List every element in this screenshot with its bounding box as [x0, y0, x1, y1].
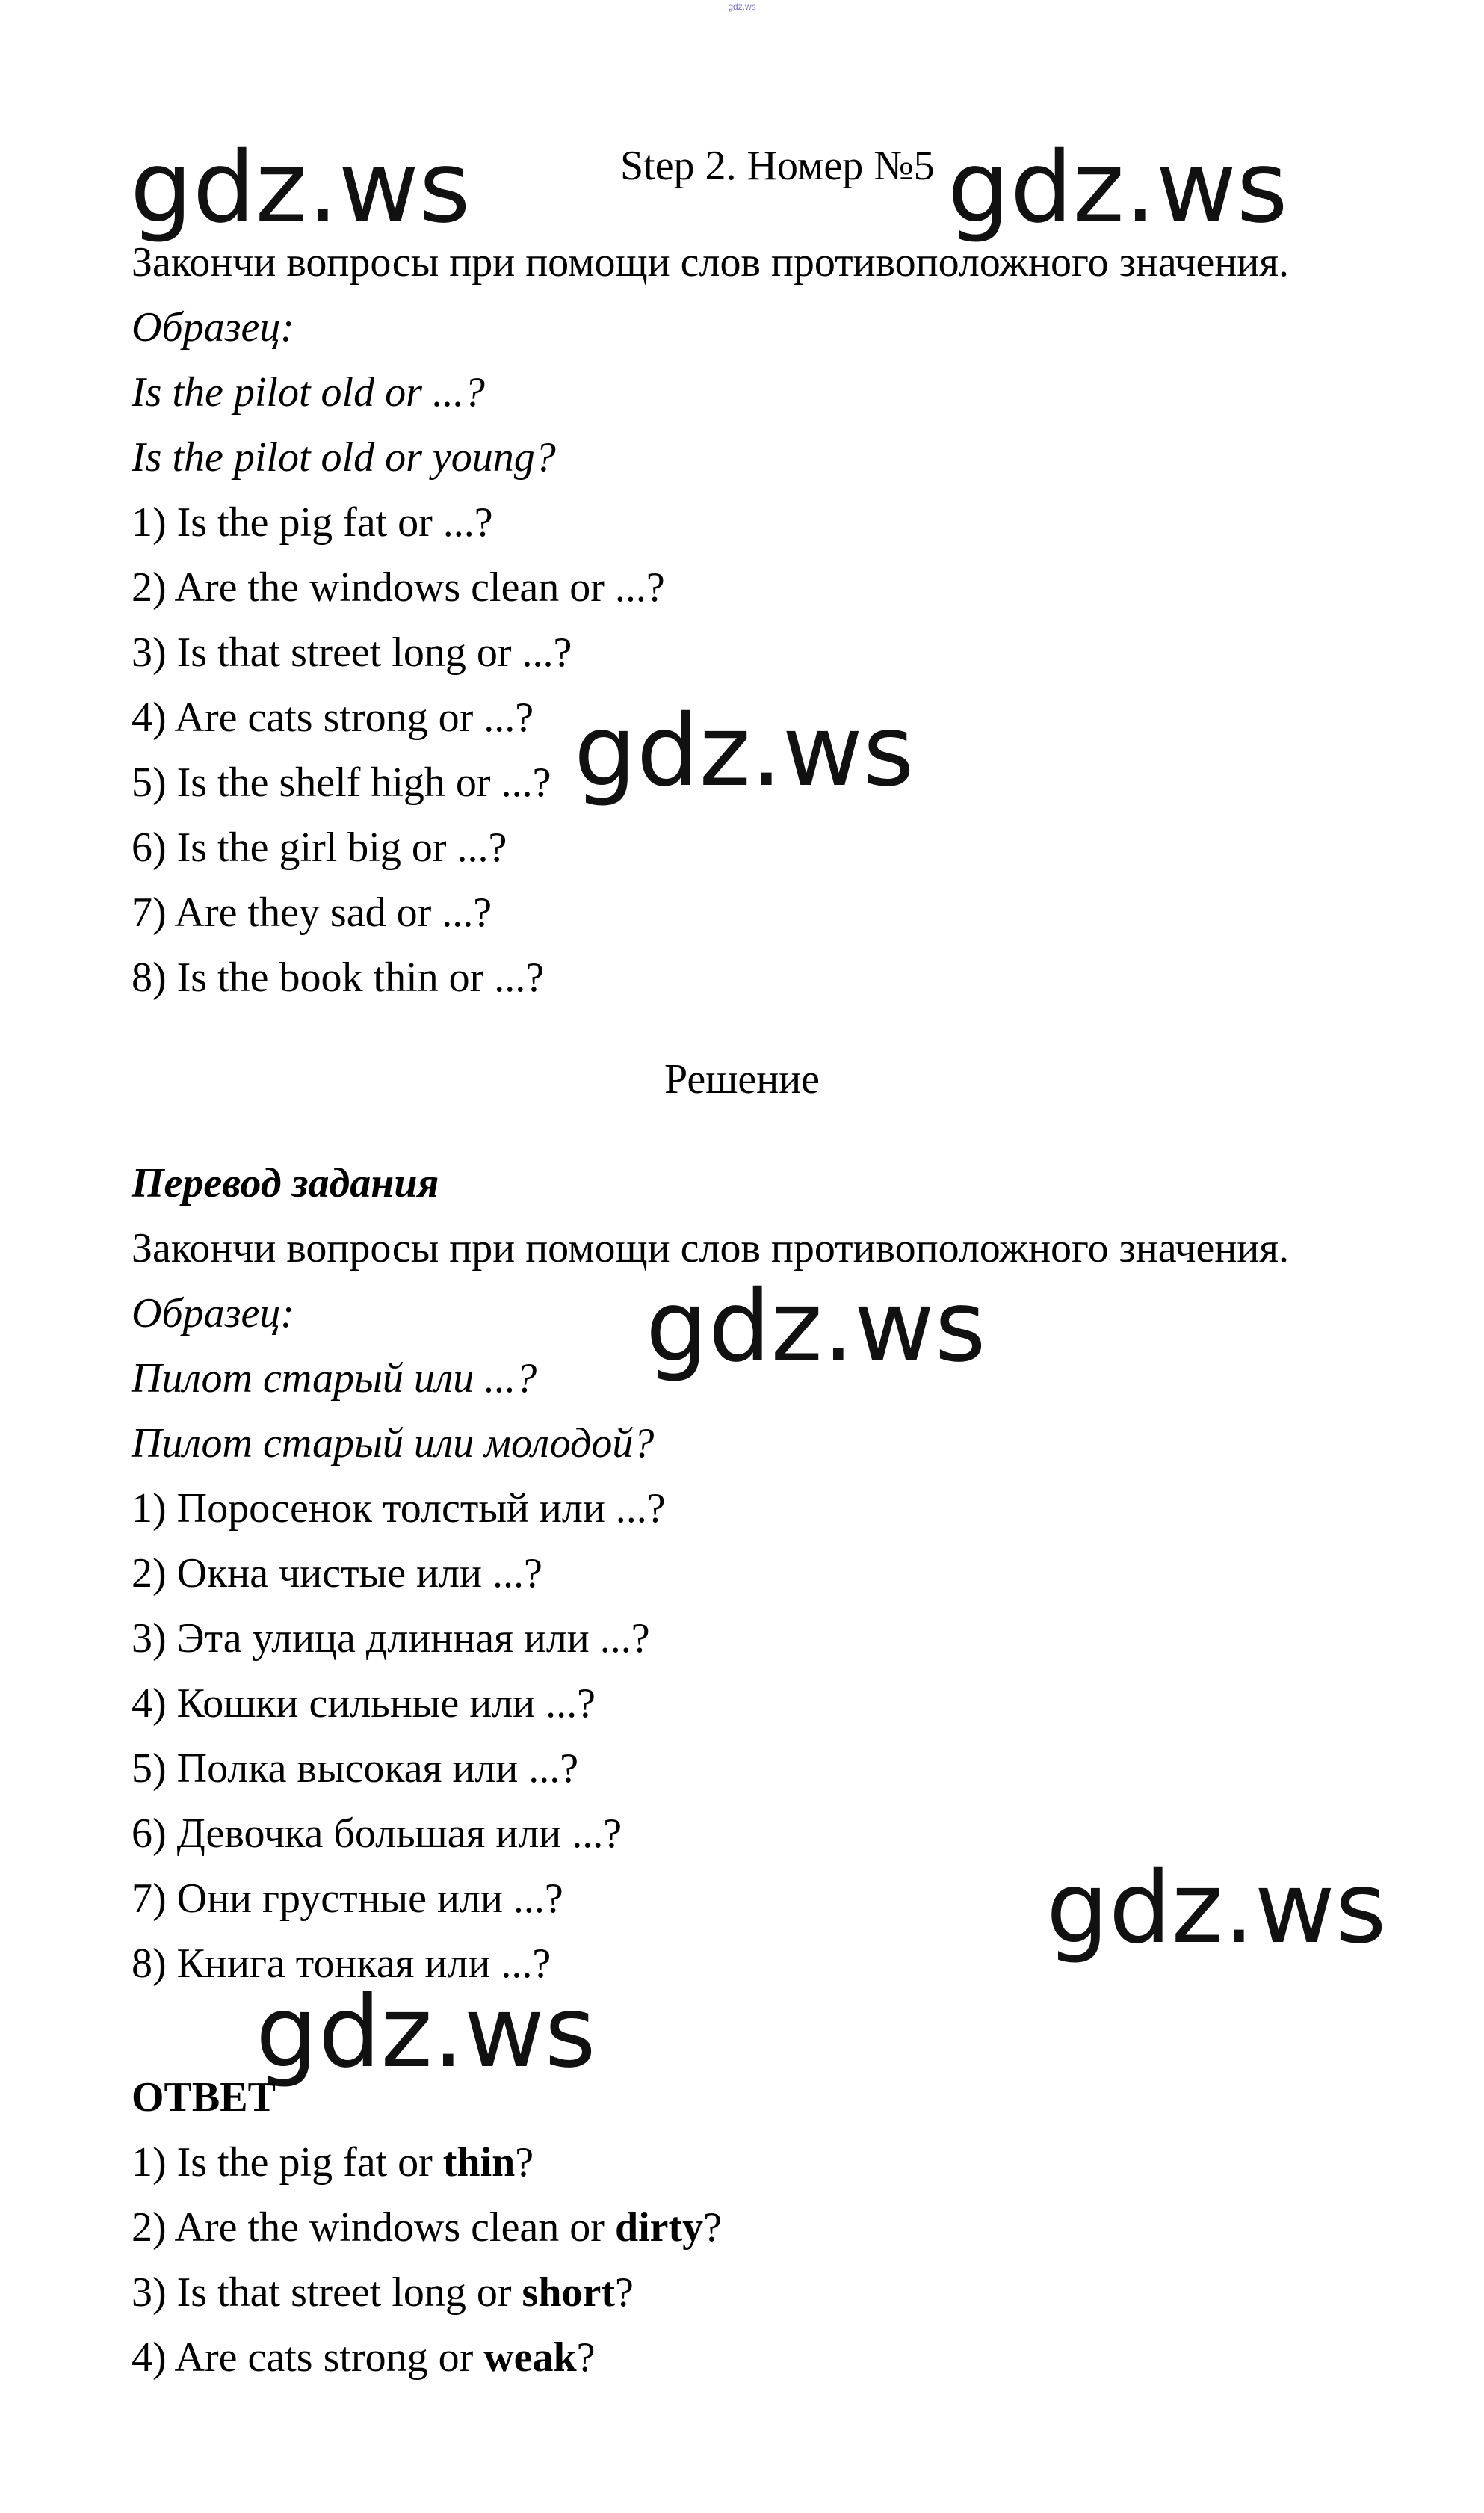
translation-sample-answer: Пилот старый или молодой? [132, 1420, 655, 1467]
answer-prefix: 1) Is the pig fat or [132, 2139, 443, 2186]
task-item: 5) Is the shelf high or ...? [132, 759, 551, 806]
translation-item: 2) Окна чистые или ...? [132, 1550, 542, 1597]
top-watermark: gdz.ws [728, 1, 756, 12]
translation-item: 5) Полка высокая или ...? [132, 1745, 579, 1792]
answer-word: weak [483, 2334, 577, 2381]
translation-item: 8) Книга тонкая или ...? [132, 1940, 551, 1987]
answer-word: dirty [614, 2204, 704, 2251]
sample-answer: Is the pilot old or young? [132, 434, 556, 481]
answer-suffix: ? [615, 2269, 634, 2316]
answer-suffix: ? [703, 2204, 723, 2251]
answer-heading: ОТВЕТ [132, 2074, 276, 2121]
answer-prefix: 4) Are cats strong or [132, 2334, 484, 2381]
watermark-logo: gdz.ws [1046, 1851, 1387, 1966]
watermark-logo: gdz.ws [130, 130, 471, 245]
answer-suffix: ? [576, 2334, 596, 2381]
task-item: 2) Are the windows clean or ...? [132, 564, 665, 611]
page-title: Step 2. Номер №5 [620, 143, 935, 189]
answer-item [132, 2203, 722, 2252]
task-instruction: Закончи вопросы при помощи слов противоположного значения. [132, 239, 1290, 286]
watermark-logo: gdz.ws [947, 130, 1288, 245]
sample-question: Is the pilot old or ...? [132, 369, 485, 416]
watermark-logo: gdz.ws [574, 694, 915, 809]
translation-item: 4) Кошки сильные или ...? [132, 1680, 596, 1727]
task-item: 1) Is the pig fat or ...? [132, 499, 493, 546]
task-item: 8) Is the book thin or ...? [132, 955, 545, 1001]
task-item: 3) Is that street long or ...? [132, 629, 572, 676]
watermark-logo: gdz.ws [256, 1975, 596, 2090]
answer-item [132, 2138, 534, 2187]
task-item: 4) Are cats strong or ...? [132, 694, 534, 741]
translation-item: 7) Они грустные или ...? [132, 1875, 563, 1922]
answer-item [132, 2268, 634, 2317]
solution-heading: Решение [664, 1056, 820, 1103]
translation-heading: Перевод задания [132, 1160, 439, 1206]
sample-label: Образец: [132, 304, 294, 351]
translation-item: 1) Поросенок толстый или ...? [132, 1485, 666, 1532]
task-item: 6) Is the girl big or ...? [132, 824, 507, 871]
translation-item: 3) Эта улица длинная или ...? [132, 1615, 650, 1662]
answer-prefix: 3) Is that street long or [132, 2269, 522, 2316]
translation-sample-label: Образец: [132, 1290, 294, 1336]
answer-suffix: ? [515, 2139, 534, 2186]
translation-item: 6) Девочка большая или ...? [132, 1810, 622, 1857]
translation-instruction: Закончи вопросы при помощи слов противоположного значения. [132, 1225, 1290, 1271]
answer-word: thin [442, 2139, 516, 2186]
answer-item [132, 2333, 596, 2382]
task-item: 7) Are they sad or ...? [132, 889, 492, 936]
answer-prefix: 2) Are the windows clean or [132, 2204, 615, 2251]
watermark-logo: gdz.ws [646, 1269, 986, 1384]
translation-sample-question: Пилот старый или ...? [132, 1355, 537, 1402]
answer-word: short [522, 2269, 615, 2316]
